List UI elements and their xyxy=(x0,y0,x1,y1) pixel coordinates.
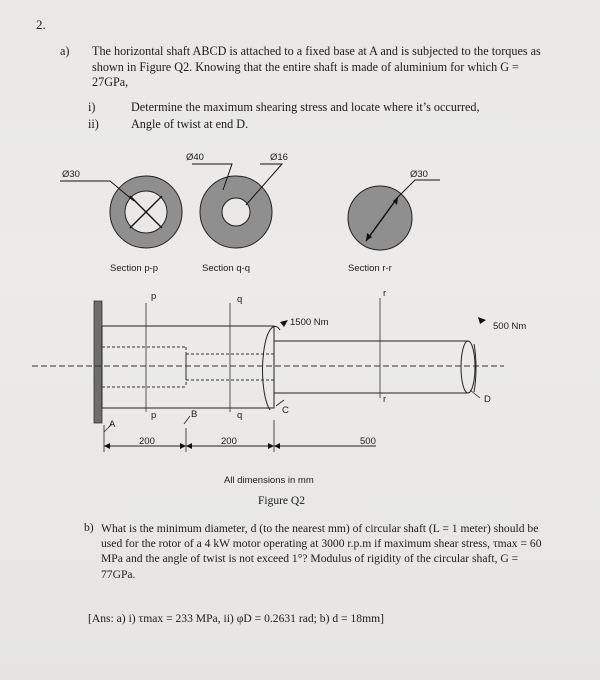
dimensions-note: All dimensions in mm xyxy=(224,475,314,486)
end-d-face xyxy=(461,341,475,393)
section-r-r-drawing xyxy=(348,180,440,250)
mark-q-top: q xyxy=(237,294,243,305)
section-p-p-drawing xyxy=(60,176,182,248)
mark-r-top: r xyxy=(383,288,387,299)
part-a-text: The horizontal shaft ABCD is attached to a fixed base at A and is subjected to the torques as shown in Figure Q2. Knowing that the entire shaft is made of aluminium for which G = 27GPa, xyxy=(92,44,541,90)
mark-q-bottom: q xyxy=(237,410,243,421)
diameter-label-4: Ø30 xyxy=(410,169,428,180)
torque-d-label: 500 Nm xyxy=(493,321,527,332)
figure-caption: Figure Q2 xyxy=(258,495,305,507)
point-d-label: D xyxy=(484,394,491,405)
point-b-label: B xyxy=(191,409,198,420)
section-q-q-label: Section q-q xyxy=(202,263,251,274)
diameter-label-2: Ø40 xyxy=(186,152,204,163)
torque-c-label: 1500 Nm xyxy=(290,317,329,328)
section-r-r-label: Section r-r xyxy=(348,263,392,274)
section-p-p-label: Section p-p xyxy=(110,263,159,274)
part-b-text: What is the minimum diameter, d (to the nearest mm) of circular shaft (L = 1 meter) should be used for the rotor of a 4 kW motor operating at 3000 r.p.m if maximum shear stress, τmax = 60 MPa and the angle of twist is not exceed 1°? Modulus of rigidity of the circular shaft, G = 77GPa. xyxy=(101,522,542,581)
mark-r-bottom: r xyxy=(383,394,387,405)
dimension-ab: 200 xyxy=(139,436,155,447)
question-number: 2. xyxy=(36,17,46,32)
diameter-label-1: Ø30 xyxy=(62,169,80,180)
diameter-label-3: Ø16 xyxy=(270,152,288,163)
mark-p-top: p xyxy=(151,291,157,302)
item-i-text: Determine the maximum shearing stress and locate where it’s occurred, xyxy=(131,100,480,114)
answer-line: [Ans: a) i) τmax = 233 MPa, ii) φD = 0.2631 rad; b) d = 18mm] xyxy=(88,612,384,625)
section-q-q-drawing xyxy=(192,164,282,248)
torque-c-arrow xyxy=(263,326,280,410)
shaft-segment-ac xyxy=(102,326,274,408)
mark-p-bottom: p xyxy=(151,410,157,421)
dimension-bc: 200 xyxy=(221,436,237,447)
point-c-label: C xyxy=(282,405,289,416)
dimension-cd: 500 xyxy=(360,436,376,447)
item-ii-text: Angle of twist at end D. xyxy=(131,117,249,131)
point-a-label: A xyxy=(109,419,116,430)
item-ii-num: ii) xyxy=(88,117,99,131)
item-i-num: i) xyxy=(88,100,96,114)
part-b-label: b) xyxy=(84,521,94,534)
fixed-base xyxy=(94,301,102,423)
part-a-label: a) xyxy=(60,44,70,58)
